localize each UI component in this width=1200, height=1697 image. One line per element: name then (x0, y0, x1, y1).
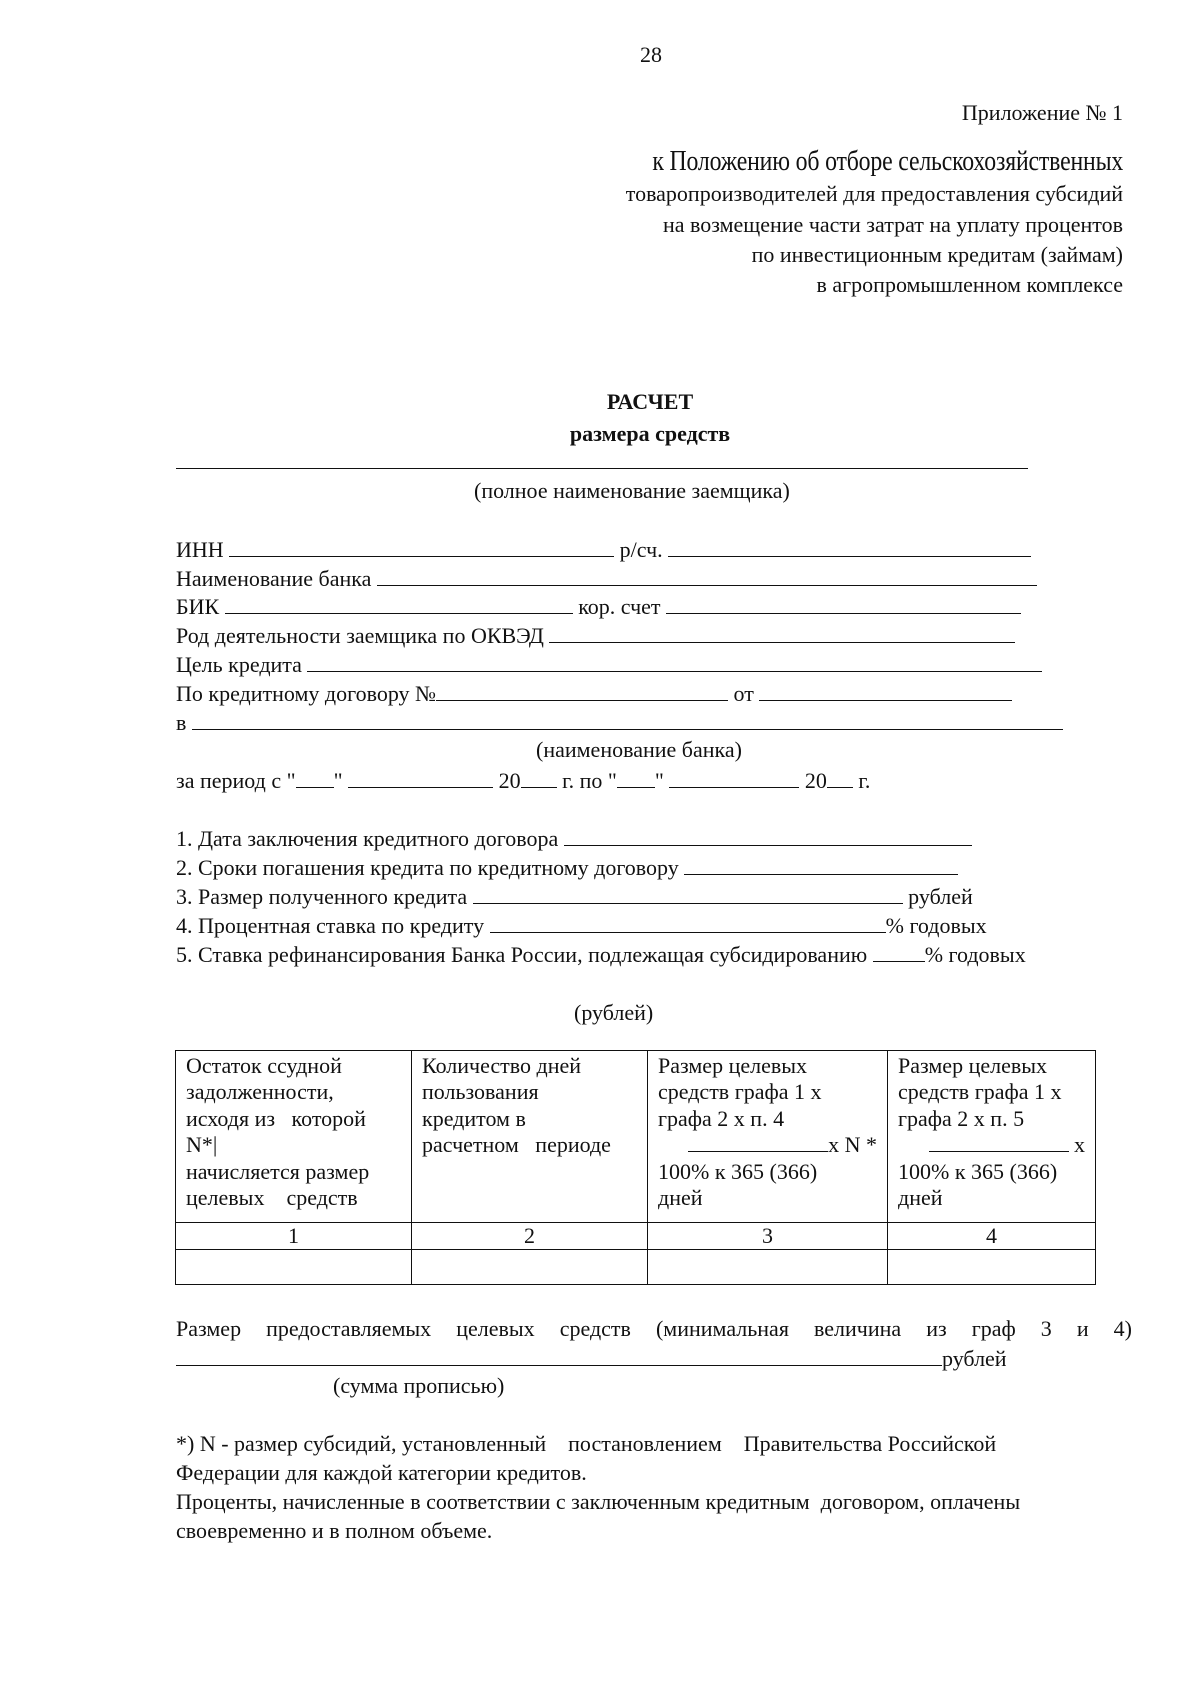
table-header-row (176, 1051, 1096, 1223)
account-field[interactable] (668, 536, 1031, 557)
document-title: РАСЧЕТ (606, 389, 694, 414)
period-from-year-field[interactable] (521, 767, 557, 788)
column-number: 1 (176, 1223, 412, 1250)
borrower-caption: (полное наименование заемщика) (474, 478, 790, 503)
purpose-field[interactable] (307, 651, 1042, 672)
bank-name-label: Наименование банка (176, 566, 372, 591)
document-subtitle: размера средств (569, 421, 731, 446)
period-from-day-field[interactable] (296, 767, 334, 788)
table-header-cell: Количество дней пользования кредитом в расчетном периоде (412, 1051, 648, 1223)
table-input-cell[interactable] (648, 1250, 888, 1285)
table-header-cell: Размер целевых средств графа 1 х графа 2 х п. 5 х 100% к 365 (366) дней (888, 1051, 1096, 1223)
account-label: р/сч. (619, 537, 663, 562)
period-from-label: за период с " (176, 768, 296, 793)
fraction-bar (929, 1133, 1069, 1152)
item-2-label: 2. Сроки погашения кредита по кредитному договору (176, 855, 679, 880)
contract-from-label: от (733, 681, 754, 706)
appendix-line: по инвестиционным кредитам (займам) (751, 242, 1123, 267)
column-number: 4 (888, 1223, 1096, 1250)
appendix-label: Приложение № 1 (961, 100, 1123, 125)
period-to-label: г. по " (562, 768, 617, 793)
footnote-line: Проценты, начисленные в соответствии с заключенным кредитным договором, оплачены (176, 1489, 1021, 1514)
table-header-cell: Остаток ссудной задолженности, исходя из которой N*| начисляется размер целевых средств (176, 1051, 412, 1223)
period-to-day-field[interactable] (617, 767, 655, 788)
item-4-unit: % годовых (885, 913, 987, 938)
item-1-label: 1. Дата заключения кредитного договора (176, 826, 559, 851)
corr-account-field[interactable] (666, 593, 1021, 614)
bank-name-field[interactable] (377, 565, 1037, 586)
table-input-cell[interactable] (888, 1250, 1096, 1285)
footnote-line: *) N - размер субсидий, установленный постановлением Правительства Российской (176, 1431, 997, 1456)
in-bank-field[interactable] (192, 709, 1063, 730)
quote-mark: " (333, 768, 343, 793)
quote-mark: " (654, 768, 664, 793)
appendix-line: в агропромышленном комплексе (816, 272, 1123, 297)
summary-amount-field[interactable] (176, 1345, 942, 1366)
calculation-table (175, 1050, 1096, 1285)
fraction-bar (688, 1133, 828, 1152)
inn-field[interactable] (229, 536, 614, 557)
year-prefix: 20 (498, 768, 521, 793)
okved-label: Род деятельности заемщика по ОКВЭД (176, 623, 544, 648)
corr-account-label: кор. счет (578, 594, 661, 619)
units-caption: (рублей) (574, 1000, 654, 1025)
summary-text: Размер предоставляемых целевых средств (минимальная величина из граф 3 и 4) (176, 1316, 1132, 1341)
in-bank-label: в (176, 710, 187, 735)
item-3-label: 3. Размер полученного кредита (176, 884, 468, 909)
table-input-cell[interactable] (176, 1250, 412, 1285)
period-to-year-field[interactable] (827, 767, 853, 788)
item-4-field[interactable] (490, 912, 886, 933)
okved-field[interactable] (549, 622, 1015, 643)
contract-date-field[interactable] (759, 680, 1012, 701)
contract-label: По кредитному договору № (176, 681, 437, 706)
table-data-row (176, 1250, 1096, 1285)
borrower-name-line[interactable] (176, 448, 1028, 469)
column-number: 3 (648, 1223, 888, 1250)
appendix-line: товаропроизводителей для предоставления субсидий (625, 181, 1123, 206)
bank-caption: (наименование банка) (536, 737, 742, 762)
item-3-unit: рублей (908, 884, 973, 909)
item-1-field[interactable] (564, 825, 972, 846)
item-5-unit: % годовых (924, 942, 1026, 967)
page-number: 28 (640, 42, 662, 67)
item-5-field[interactable] (873, 941, 925, 962)
appendix-line: на возмещение части затрат на уплату процентов (662, 212, 1123, 237)
item-4-label: 4. Процентная ставка по кредиту (176, 913, 485, 938)
summary-caption: (сумма прописью) (333, 1373, 505, 1398)
footnote-line: Федерации для каждой категории кредитов. (176, 1460, 587, 1485)
column-number: 2 (412, 1223, 648, 1250)
period-from-month-field[interactable] (348, 767, 493, 788)
item-2-field[interactable] (684, 854, 958, 875)
table-column-numbers-row (176, 1223, 1096, 1250)
bik-field[interactable] (225, 593, 573, 614)
purpose-label: Цель кредита (176, 652, 302, 677)
year-end-label: г. (858, 768, 871, 793)
inn-label: ИНН (176, 537, 224, 562)
table-header-cell: Размер целевых средств графа 1 х графа 2 х п. 4 х N * 100% к 365 (366) дней (648, 1051, 888, 1223)
summary-unit: рублей (942, 1346, 1007, 1371)
bik-label: БИК (176, 594, 220, 619)
contract-number-field[interactable] (436, 680, 728, 701)
item-3-field[interactable] (473, 883, 903, 904)
table-input-cell[interactable] (412, 1250, 648, 1285)
footnote-line: своевременно и в полном объеме. (176, 1518, 493, 1543)
period-to-month-field[interactable] (669, 767, 799, 788)
appendix-title: к Положению об отборе сельскохозяйственных (652, 145, 1123, 177)
year-prefix: 20 (804, 768, 827, 793)
item-5-label: 5. Ставка рефинансирования Банка России, подлежащая субсидированию (176, 942, 868, 967)
